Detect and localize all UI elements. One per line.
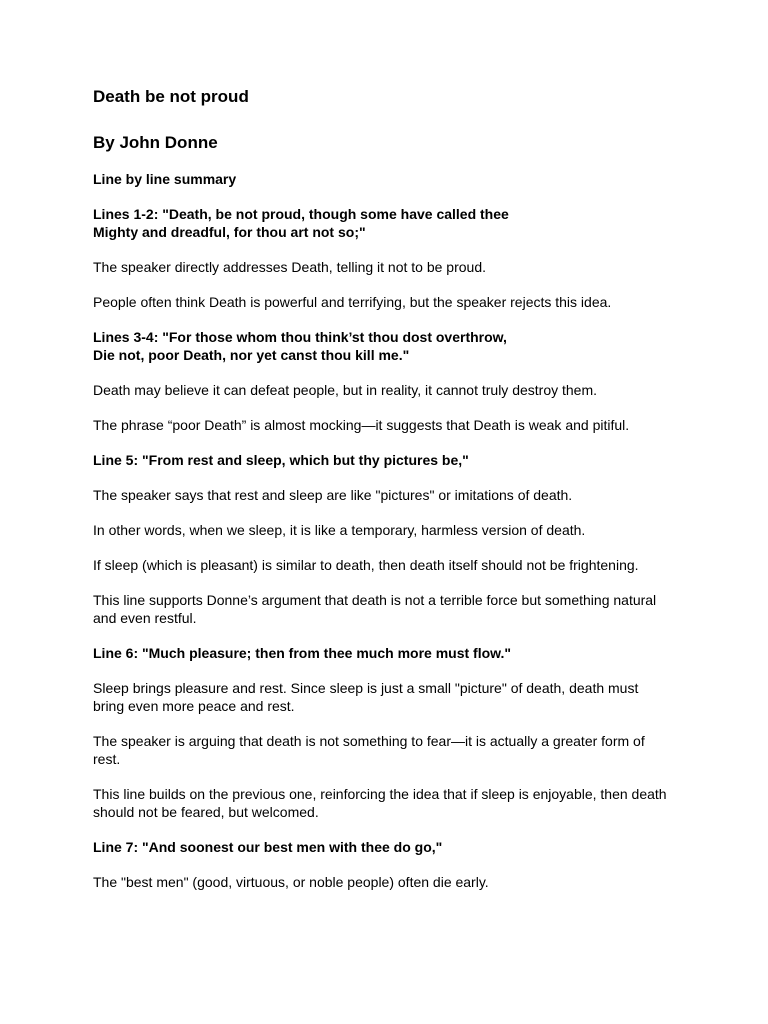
poem-quote-heading: Lines 1-2: "Death, be not proud, though some have called thee Mighty and dreadful, for thou art not so;" <box>93 206 509 240</box>
summary-paragraph: The speaker directly addresses Death, telling it not to be proud. <box>93 259 486 275</box>
summary-paragraph: People often think Death is powerful and terrifying, but the speaker rejects this idea. <box>93 294 612 310</box>
summary-paragraph: The speaker is arguing that death is not something to fear—it is actually a greater form of rest. <box>93 733 645 767</box>
summary-paragraph: This line supports Donne’s argument that death is not a terrible force but something natural and even restful. <box>93 592 657 626</box>
document-title: Death be not proud <box>93 87 249 106</box>
poem-quote-heading: Line 5: "From rest and sleep, which but thy pictures be," <box>93 452 469 468</box>
document-page <box>93 86 693 908</box>
summary-paragraph: If sleep (which is pleasant) is similar to death, then death itself should not be frightening. <box>93 557 639 573</box>
summary-paragraph: Death may believe it can defeat people, but in reality, it cannot truly destroy them. <box>93 382 598 398</box>
poem-quote-heading: Lines 3-4: "For those whom thou think’st thou dost overthrow, Die not, poor Death, nor yet canst thou kill me." <box>93 329 507 363</box>
summary-paragraph: The phrase “poor Death” is almost mocking—it suggests that Death is weak and pitiful. <box>93 417 630 433</box>
section-heading: Line by line summary <box>93 171 237 187</box>
summary-paragraph: In other words, when we sleep, it is like a temporary, harmless version of death. <box>93 522 586 538</box>
summary-paragraph: The "best men" (good, virtuous, or noble people) often die early. <box>93 874 489 890</box>
summary-body <box>93 205 693 891</box>
summary-paragraph: The speaker says that rest and sleep are like "pictures" or imitations of death. <box>93 487 573 503</box>
summary-paragraph: This line builds on the previous one, reinforcing the idea that if sleep is enjoyable, then death should not be feared, but welcomed. <box>93 786 667 820</box>
poem-quote-heading: Line 6: "Much pleasure; then from thee much more must flow." <box>93 645 512 661</box>
summary-paragraph: Sleep brings pleasure and rest. Since sleep is just a small "picture" of death, death must bring even more peace and rest. <box>93 680 639 714</box>
poem-quote-heading: Line 7: "And soonest our best men with thee do go," <box>93 839 443 855</box>
document-author: By John Donne <box>93 133 218 152</box>
